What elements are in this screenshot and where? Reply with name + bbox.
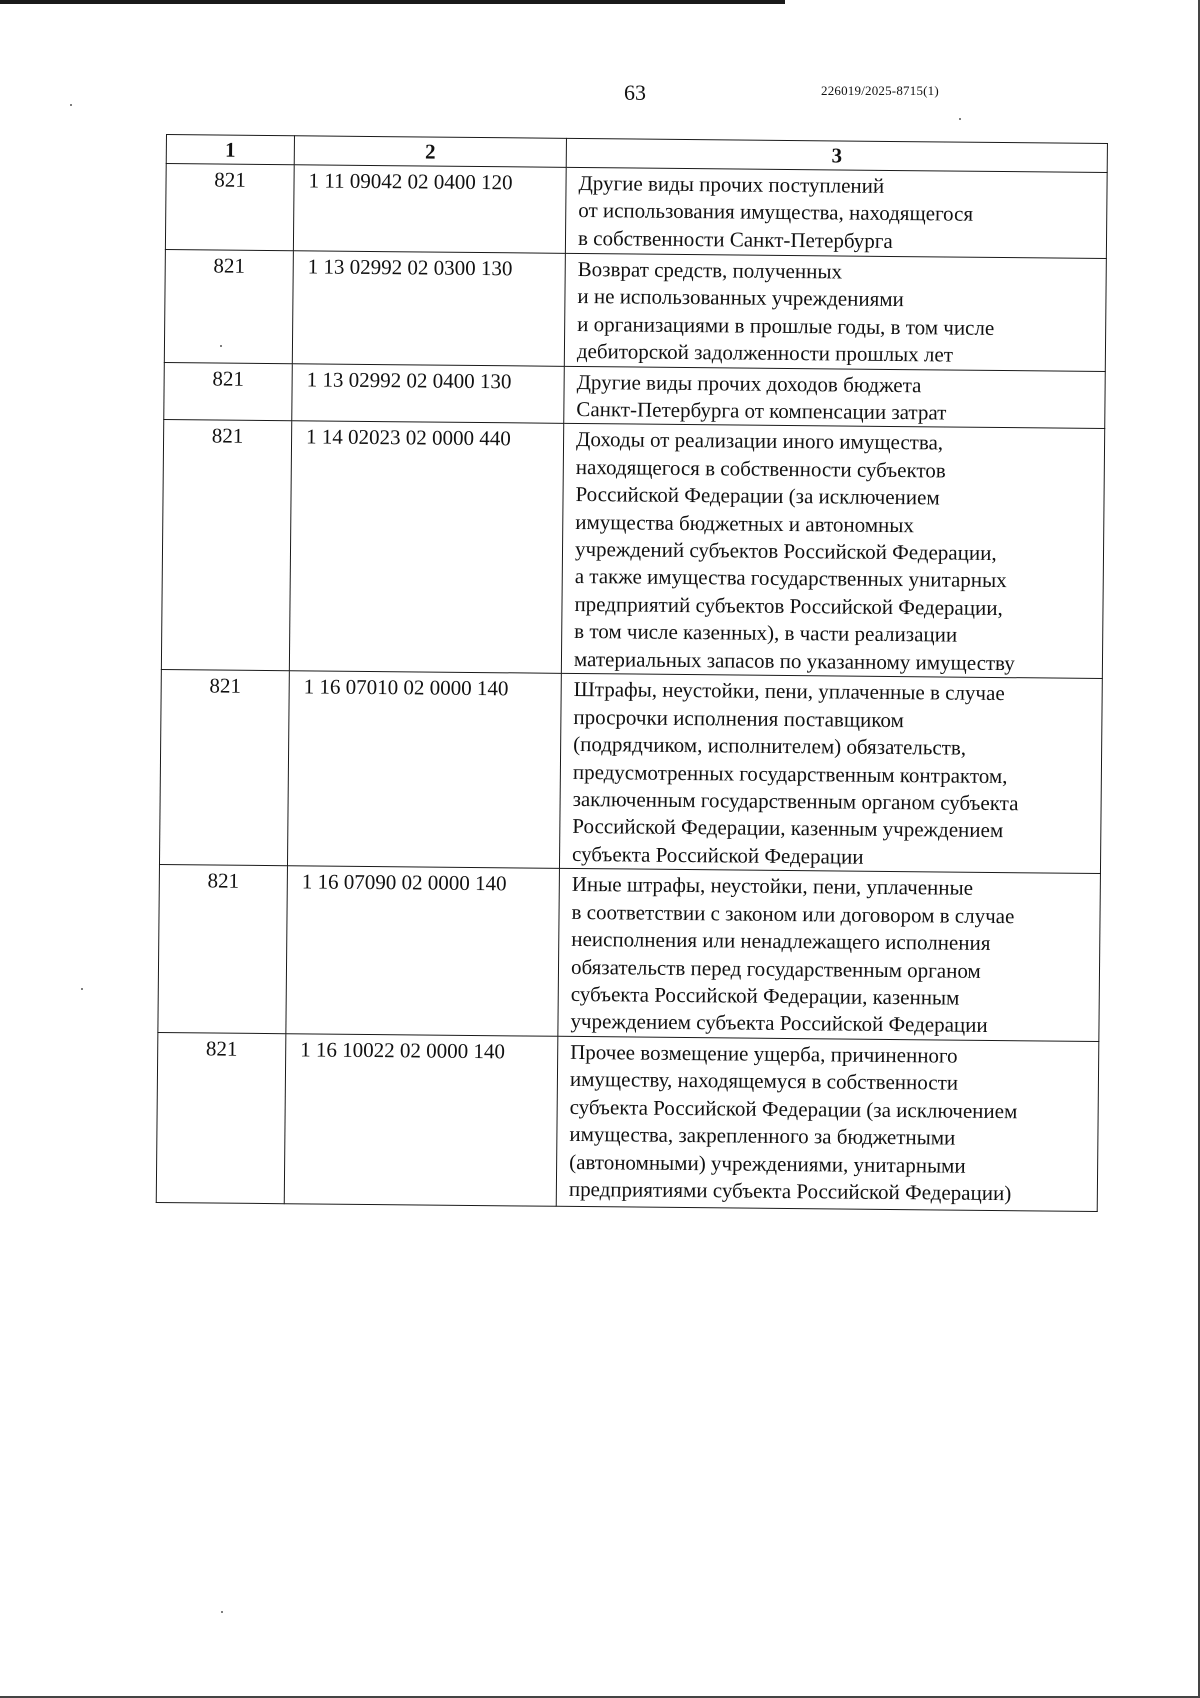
cell-admin-code: 821 [164,249,293,363]
cell-admin-code: 821 [161,420,291,671]
description-line: Другие виды прочих доходов бюджета [576,369,922,397]
description-line: имущества, закрепленного за бюджетными [569,1122,956,1150]
description-line: субъекта Российской Федерации (за исключением [569,1094,1018,1123]
document-reference: 226019/2025-8715(1) [821,83,939,98]
cell-budget-classification-code: 1 16 07010 02 0000 140 [287,671,561,869]
cell-revenue-description [565,167,1107,258]
description-line: а также имущества государственных унитарных [574,564,1007,593]
table-row [159,670,1102,874]
description-line: неисполнения или ненадлежащего исполнения [571,927,991,956]
cell-revenue-description [561,424,1104,679]
description-line: Иные штрафы, неустойки, пени, уплаченные [571,872,974,901]
table-row [164,249,1106,371]
description-line: Другие виды прочих поступлений [578,170,885,198]
header-col-2: 2 [294,136,566,168]
cell-budget-classification-code: 1 13 02992 02 0400 130 [292,363,565,423]
description-line: субъекта Российской Федерации [571,841,864,869]
description-line: Возврат средств, полученных [577,256,843,284]
cell-admin-code: 821 [164,362,293,421]
cell-revenue-description [559,674,1102,874]
cell-revenue-description [556,1036,1099,1211]
table-row [165,164,1107,259]
description-line: Штрафы, неустойки, пени, уплаченные в случае [573,677,1005,706]
cell-budget-classification-code: 1 16 07090 02 0000 140 [286,866,560,1036]
description-line: предусмотренных государственным контрактом, [572,759,1008,788]
description-line: дебиторской задолженности прошлых лет [576,339,954,367]
description-line: учреждением субъекта Российской Федерации [570,1009,988,1038]
description-line: предприятиями субъекта Российской Федерации) [568,1176,1012,1206]
description-line: в том числе казенных), в части реализации [574,619,958,647]
cell-admin-code: 821 [165,164,294,251]
description-line: предприятий субъектов Российской Федерации, [574,591,1003,620]
revenue-codes-table [156,134,1108,1212]
scan-top-edge [0,0,785,4]
table-row [161,420,1104,679]
header-col-1: 1 [166,135,294,165]
description-line: учреждений субъектов Российской Федерации, [574,537,997,566]
page-number: 63 [624,80,646,105]
cell-admin-code: 821 [156,1032,286,1203]
description-line: в собственности Санкт-Петербурга [577,225,893,253]
table-row [164,362,1106,429]
scan-speck [70,104,72,106]
table-row [156,1032,1099,1211]
cell-admin-code: 821 [159,670,289,866]
description-line: и организациями в прошлые годы, в том числе [577,311,995,340]
description-line: (подрядчиком, исполнителем) обязательств, [573,732,967,760]
header-col-3: 3 [566,138,1107,172]
description-line: имущества бюджетных и автономных [575,509,915,537]
description-line: и не использованных учреждениями [577,284,904,312]
cell-revenue-description [558,869,1101,1042]
description-line: Российской Федерации, казенным учреждением [572,814,1004,843]
description-line: находящегося в собственности субъектов [575,454,946,483]
cell-budget-classification-code: 1 13 02992 02 0300 130 [292,251,565,366]
description-line: материальных запасов по указанному имуществу [573,646,1015,675]
cell-admin-code: 821 [158,865,288,1034]
description-line: Доходы от реализации иного имущества, [575,427,944,455]
description-line: заключенным государственным органом субъекта [572,786,1019,816]
description-line: (автономными) учреждениями, унитарными [569,1149,966,1178]
table-row [158,865,1101,1041]
cell-revenue-description [564,366,1106,429]
description-line: Санкт-Петербурга от компенсации затрат [576,396,947,425]
revenue-codes-table-container [156,134,1108,1212]
description-line: имуществу, находящемуся в собственности [569,1067,959,1095]
description-line: просрочки исполнения поставщиком [573,704,904,732]
description-line: от использования имущества, находящегося [578,198,974,227]
description-line: Российской Федерации (за исключением [575,482,940,510]
description-line: субъекта Российской Федерации, казенным [570,981,960,1010]
cell-budget-classification-code: 1 16 10022 02 0000 140 [284,1034,558,1207]
scan-speck [959,118,961,120]
scan-speck [221,1611,223,1613]
scan-speck [81,988,83,990]
description-line: в соответствии с законом или договором в случае [571,899,1015,929]
cell-budget-classification-code: 1 14 02023 02 0000 440 [289,421,563,674]
cell-revenue-description [564,253,1106,371]
cell-budget-classification-code: 1 11 09042 02 0400 120 [293,165,566,254]
description-line: Прочее возмещение ущерба, причиненного [570,1039,958,1068]
table-body [156,164,1107,1212]
description-line: обязательств перед государственным органом [570,954,981,983]
